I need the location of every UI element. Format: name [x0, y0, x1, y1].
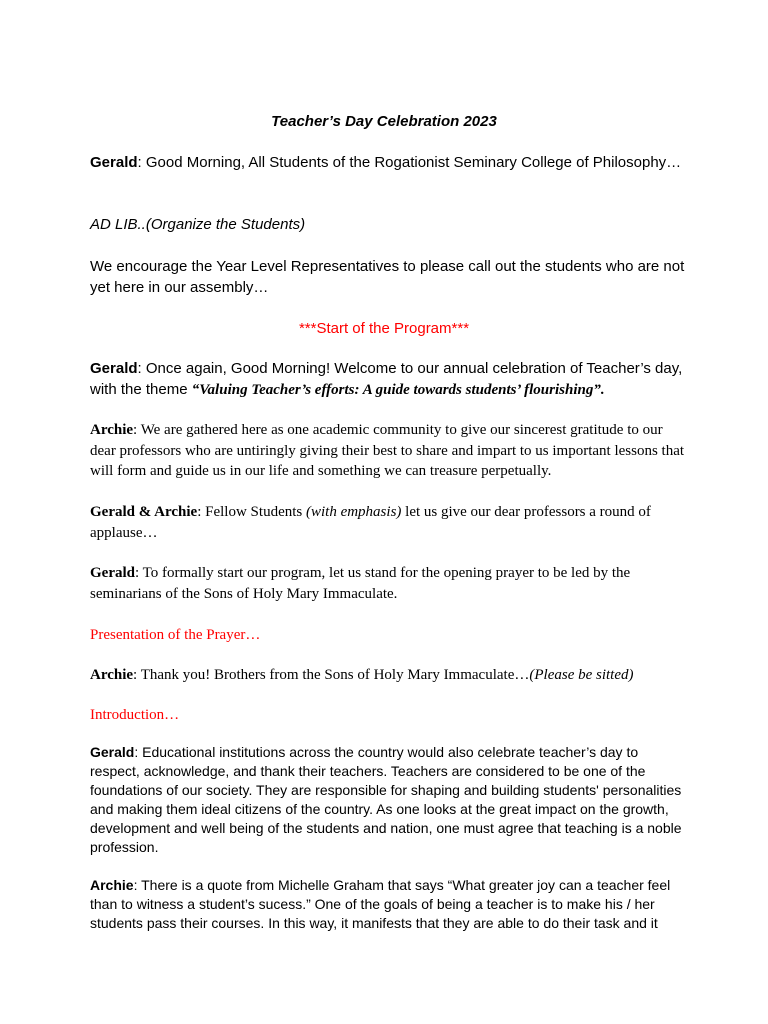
paragraph-gerald-prayer	[90, 563, 690, 604]
paragraph-both-applause	[90, 502, 690, 543]
dialogue-text: : There is a quote from Michelle Graham that says “What greater joy can a teacher feel than to witness a student’s sucess.” One of the goals of being a teacher is to make his / her students pass their courses. In this way, it manifests that they are able to do their task and it	[90, 877, 671, 931]
speaker-name: Gerald	[90, 154, 138, 171]
dialogue-text: : Fellow Students	[197, 504, 306, 520]
paragraph-archie-quote	[90, 876, 690, 933]
speaker-name: Gerald	[90, 360, 138, 377]
speaker-name: Gerald	[90, 565, 135, 581]
dialogue-text: : Thank you! Brothers from the Sons of Holy Mary Immaculate…	[133, 667, 530, 683]
speaker-name: Gerald	[90, 744, 135, 760]
dialogue-text: : Once again, Good Morning! Welcome to our annual celebration of Teacher’s day, with the theme	[90, 360, 683, 398]
paragraph-encourage-representatives: We encourage the Year Level Representatives to please call out the students who are not yet here in our assembly…	[90, 258, 685, 296]
section-heading-introduction: Introduction…	[90, 707, 180, 723]
dialogue-text: : Good Morning, All Students of the Rogationist Seminary College of Philosophy…	[137, 154, 682, 171]
section-heading-start-program: ***Start of the Program***	[298, 320, 470, 337]
dialogue-text: : Educational institutions across the country would also celebrate teacher’s day to respect, acknowledge, and thank their teachers. Teachers are considered to be one of the foundations of our society. They are responsible for shaping and building students' personalities and making them ideal citizens of the country. As one looks at the great impact on the growth, development and well being of the students and nation, one must agree that teaching is a noble profession.	[90, 744, 682, 855]
paragraph-archie-thanks	[90, 665, 690, 686]
paragraph-gerald-welcome	[90, 358, 690, 401]
stage-direction-ad-lib: AD LIB..(Organize the Students)	[90, 216, 306, 233]
dialogue-text: let us give our dear professors a round of applause…	[90, 504, 651, 541]
dialogue-text: : We are gathered here as one academic community to give our sincerest gratitude to our dear professors who are untiringly giving their best to share and impart to us important lessons that will form and guide us in our life and something we can treasure perpetually.	[90, 422, 685, 479]
dialogue-text: : To formally start our program, let us stand for the opening prayer to be led by the seminarians of the Sons of Holy Mary Immaculate.	[90, 565, 631, 602]
emphasis-note: (with emphasis)	[305, 504, 402, 520]
paragraph-archie-gratitude	[90, 420, 690, 482]
paragraph-gerald-introduction	[90, 743, 690, 857]
speaker-name: Gerald & Archie	[90, 504, 198, 520]
speaker-name: Archie	[90, 422, 134, 438]
theme-quote: “Valuing Teacher’s efforts: A guide towards students’ flourishing”.	[191, 382, 605, 398]
section-heading-prayer: Presentation of the Prayer…	[90, 627, 261, 643]
paragraph-gerald-greeting	[90, 152, 690, 173]
speaker-name: Archie	[90, 667, 134, 683]
speaker-name: Archie	[90, 877, 134, 893]
stage-direction-note: (Please be sitted)	[529, 667, 634, 683]
document-title: Teacher’s Day Celebration 2023	[271, 113, 497, 130]
